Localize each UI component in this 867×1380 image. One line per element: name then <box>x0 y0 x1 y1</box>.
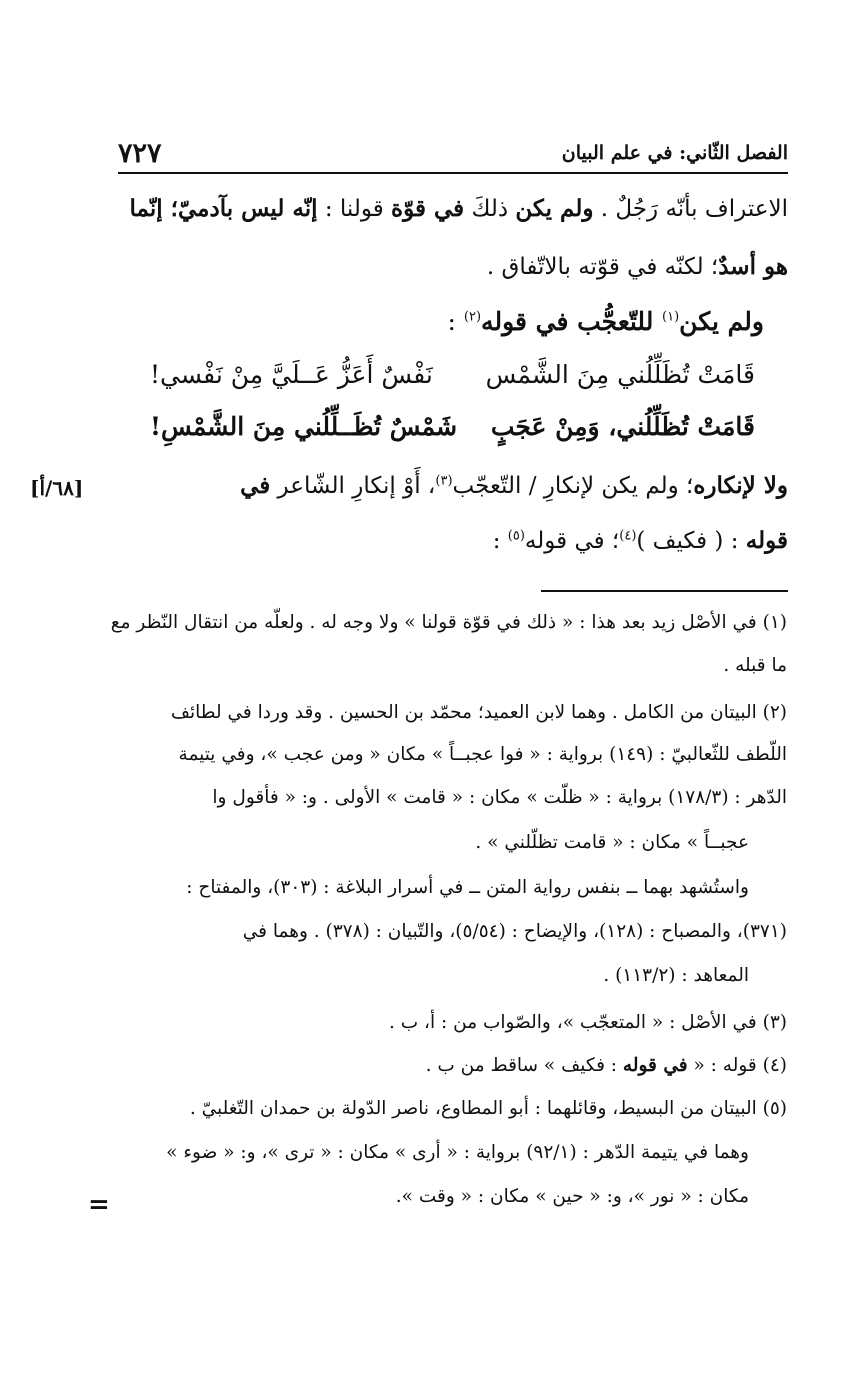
text-run: : فكيف » ساقط من ب . <box>425 1055 623 1076</box>
footnote-3: (٣) في الأصْل : « المتعجّب »، والصّواب من : أ، ب . <box>388 1012 787 1033</box>
verse-2-second-hemistich: شَمْسٌ تُظَــلِّلُني مِنَ الشَّمْسِ! <box>150 412 458 441</box>
body-line-4 <box>240 472 788 499</box>
footnote-2-line-3: الدّهر : (١٧٨/٣) برواية : « ظلّت » مكان : « قامت » الأولى . و: « فأقول وا <box>212 787 787 808</box>
bold-run: ولم يكن <box>679 307 764 336</box>
body-line-1 <box>130 195 788 222</box>
bold-run: قوله <box>745 527 788 554</box>
verse-2-first-hemistich: قَامَتْ تُظَلِّلُني، وَمِنْ عَجَبٍ <box>490 412 755 441</box>
bold-run: إنّه ليس بآدميّ؛ إنّما <box>129 195 318 222</box>
manuscript-folio-note: [٦٨/أ] <box>30 476 84 500</box>
text-run: ؛ ولم يكن لإنكارِ / التّعجّب <box>452 473 694 499</box>
footnote-2-line-2: اللّطف للثّعالبيّ : (١٤٩) برواية : « فوا عجبــاً » مكان « ومن عجب »، وفي يتيمة <box>178 744 787 765</box>
footnote-2-line-4: عجبــاً » مكان : « قامت تظلّلني » . <box>475 832 749 853</box>
bold-run: في قوله <box>622 1055 688 1076</box>
text-run: ؛ لكنّه في قوّته بالاتّفاق . <box>486 254 719 280</box>
footnote-ref: (٢) <box>463 309 482 325</box>
header-rule <box>118 172 788 174</box>
footnote-1-line-2: ما قبله . <box>723 655 787 676</box>
bold-run: ولا لإنكاره <box>693 472 788 499</box>
footnote-ref: (٣) <box>435 473 453 489</box>
footnote-2-line-5: واستُشهد بهما ــ بنفس رواية المتن ــ في أسرار البلاغة : (٣٠٣)، والمفتاح : <box>186 877 749 898</box>
footnote-5-line-1: (٥) البيتان من البسيط، وقائلهما : أبو المطاوع، ناصر الدّولة بن حمدان التّغلبيّ . <box>189 1098 787 1119</box>
body-line-5 <box>493 527 788 554</box>
continuation-mark: = <box>88 1190 110 1220</box>
footnote-ref: (٤) <box>619 528 637 544</box>
bold-run: هو أسدٌ <box>718 253 788 280</box>
footnote-5-line-2: وهما في يتيمة الدّهر : (٩٢/١) برواية : « أرى » مكان : « ترى »، و: « ضوء » <box>166 1142 749 1163</box>
chapter-title: الفصل الثّاني: في علم البيان <box>561 142 788 164</box>
text-run: : <box>447 307 464 336</box>
running-header <box>118 138 788 170</box>
text-run: ؛ في قوله <box>524 528 620 554</box>
text-run: قولنا : <box>317 196 392 222</box>
footnote-ref: (٥) <box>507 528 525 544</box>
text-run: ، أَوْ إنكارِ الشّاعر <box>270 473 436 499</box>
bold-run: ولم يكن <box>515 195 594 222</box>
text-run: ذلكَ <box>464 196 516 222</box>
bold-run: في قوّة <box>391 195 465 222</box>
verse-1-first-hemistich: قَامَتْ تُظَلِّلُني مِنَ الشَّمْس <box>485 360 755 389</box>
footnote-5-line-3: مكان : « نور »، و: « حين » مكان : « وقت ». <box>395 1186 749 1207</box>
footnote-4 <box>426 1055 787 1076</box>
text-run: : <box>492 528 508 554</box>
bold-run: للتّعجُّب في قوله <box>481 307 663 336</box>
footnote-2-line-1: (٢) البيتان من الكامل . وهما لابن العميد؛ محمّد بن الحسين . وقد وردا في لطائف <box>170 702 787 723</box>
bold-run: في <box>240 472 271 499</box>
footnote-1-line-1: (١) في الأصْل زيد بعد هذا : « ذلك في قوّة قولنا » ولا وجه له . ولعلّه من انتقال النّظر مع <box>110 612 787 633</box>
page-number: ٧٢٧ <box>118 138 162 169</box>
text-run: (٤) قوله : « <box>687 1055 787 1076</box>
text-run: : ( فكيف ) <box>636 528 746 554</box>
footnote-2-line-6: (٣٧١)، والمصباح : (١٢٨)، والإيضاح : (٥/٥٤)، والتّبيان : (٣٧٨) . وهما في <box>242 921 787 942</box>
verse-1-second-hemistich: نَفْسٌ أَعَزُّ عَــلَيَّ مِنْ نَفْسي! <box>150 360 433 389</box>
footnote-2-line-7: المعاهد : (١١٣/٢) . <box>603 965 749 986</box>
text-run: الاعتراف بأنّه رَجُلٌ . <box>593 196 788 222</box>
footnote-separator <box>541 590 788 592</box>
body-line-2 <box>487 253 788 280</box>
body-line-3 <box>448 307 764 336</box>
footnote-ref: (١) <box>662 309 680 325</box>
